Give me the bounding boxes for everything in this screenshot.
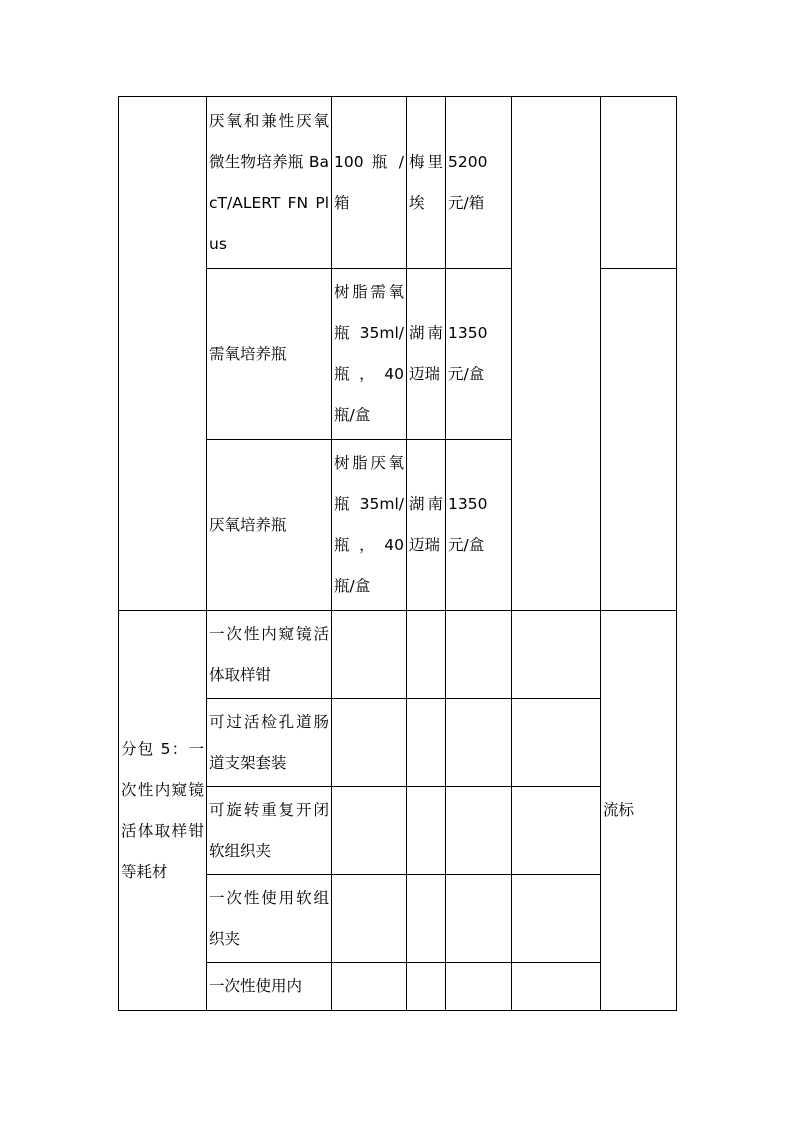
remark-cell-empty bbox=[601, 269, 677, 611]
empty-cell bbox=[332, 787, 407, 875]
product-price: 1350 元/盒 bbox=[448, 495, 488, 554]
price-cell bbox=[446, 440, 512, 611]
item-name: 一次性内窥镜活体取样钳 bbox=[209, 624, 329, 684]
status-cell bbox=[601, 611, 677, 1011]
empty-cell bbox=[446, 963, 512, 1011]
product-name-cell bbox=[207, 97, 332, 269]
item-name: 可旋转重复开闭软组织夹 bbox=[209, 800, 329, 860]
product-brand: 湖南迈瑞 bbox=[409, 324, 443, 383]
empty-cell bbox=[332, 875, 407, 963]
table-row bbox=[119, 97, 677, 269]
merged-empty-cell bbox=[512, 97, 601, 611]
empty-cell bbox=[446, 699, 512, 787]
empty-cell bbox=[332, 963, 407, 1011]
empty-cell bbox=[512, 875, 601, 963]
item-name-cell bbox=[207, 963, 332, 1011]
lot-label: 分包 5：一次性内窥镜活体取样钳等耗材 bbox=[121, 739, 204, 881]
product-brand: 湖南迈瑞 bbox=[409, 495, 443, 554]
spec-cell bbox=[332, 269, 407, 440]
product-price: 1350 元/盒 bbox=[448, 324, 488, 383]
remark-cell-empty bbox=[601, 97, 677, 269]
lot-label-cell bbox=[119, 611, 207, 1011]
product-spec: 树脂厌氧 瓶35ml/瓶，40 瓶/盒 bbox=[334, 454, 404, 595]
item-name-cell bbox=[207, 699, 332, 787]
product-name: 需氧培养瓶 bbox=[209, 344, 287, 363]
empty-cell bbox=[512, 699, 601, 787]
item-name-cell bbox=[207, 611, 332, 699]
lot-cell-empty bbox=[119, 97, 207, 611]
empty-cell bbox=[446, 611, 512, 699]
item-name: 一次性使用软组织夹 bbox=[209, 888, 329, 948]
item-name-cell bbox=[207, 875, 332, 963]
document-table-container bbox=[118, 96, 676, 1010]
table-row bbox=[119, 611, 677, 699]
product-name-cell bbox=[207, 440, 332, 611]
lot-status: 流标 bbox=[603, 801, 635, 819]
empty-cell bbox=[446, 875, 512, 963]
brand-cell bbox=[407, 269, 446, 440]
product-spec: 树脂需氧 瓶35ml/瓶，40 瓶/盒 bbox=[334, 283, 404, 424]
product-price: 5200 元/箱 bbox=[448, 152, 488, 212]
empty-cell bbox=[332, 611, 407, 699]
empty-cell bbox=[407, 611, 446, 699]
product-name-cell bbox=[207, 269, 332, 440]
procurement-table bbox=[118, 96, 677, 1011]
spec-cell bbox=[332, 97, 407, 269]
empty-cell bbox=[512, 787, 601, 875]
product-brand: 梅里埃 bbox=[409, 152, 443, 212]
empty-cell bbox=[407, 699, 446, 787]
product-name: 厌氧培养瓶 bbox=[209, 515, 287, 534]
item-name: 可过活检孔道肠道支架套装 bbox=[209, 712, 329, 772]
brand-cell bbox=[407, 97, 446, 269]
empty-cell bbox=[512, 611, 601, 699]
empty-cell bbox=[407, 787, 446, 875]
item-name-cell bbox=[207, 787, 332, 875]
brand-cell bbox=[407, 440, 446, 611]
product-name: 厌氧和兼性厌氧微生物培养瓶 BacT/ALERT FN Plus bbox=[209, 111, 329, 253]
empty-cell bbox=[332, 699, 407, 787]
empty-cell bbox=[407, 875, 446, 963]
empty-cell bbox=[446, 787, 512, 875]
empty-cell bbox=[512, 963, 601, 1011]
empty-cell bbox=[407, 963, 446, 1011]
item-name: 一次性使用内 bbox=[209, 977, 303, 995]
price-cell bbox=[446, 269, 512, 440]
price-cell bbox=[446, 97, 512, 269]
product-spec: 100 瓶 /箱 bbox=[334, 152, 404, 212]
spec-cell bbox=[332, 440, 407, 611]
